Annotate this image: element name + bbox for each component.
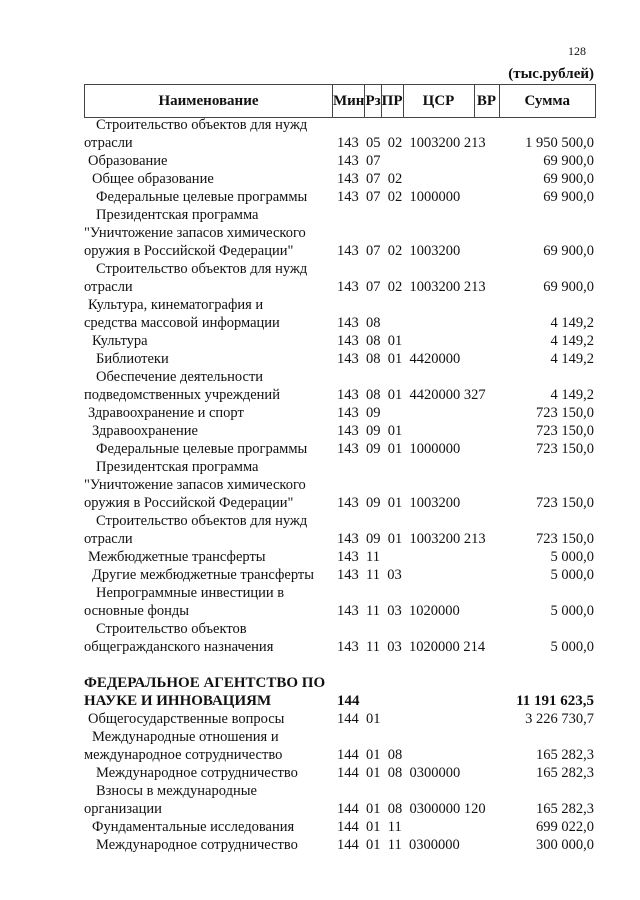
row-sum: 5 000,0 bbox=[550, 549, 594, 565]
row-codes: 144 bbox=[337, 693, 360, 709]
row-name: Здравоохранение и спорт bbox=[88, 405, 244, 421]
table-row bbox=[0, 116, 640, 152]
row-sum: 165 282,3 bbox=[536, 765, 594, 781]
row-name: Другие межбюджетные трансферты bbox=[92, 567, 314, 583]
table-row bbox=[0, 170, 640, 188]
row-name: ФЕДЕРАЛЬНОЕ АГЕНТСТВО ПО bbox=[84, 675, 326, 691]
row-codes: 143 07 02 bbox=[337, 171, 403, 187]
row-codes: 143 11 03 bbox=[337, 567, 402, 583]
row-name: Строительство объектов для нужд bbox=[96, 117, 308, 133]
table-row bbox=[0, 440, 640, 458]
row-name: Президентская программа bbox=[96, 207, 259, 223]
row-sum: 69 900,0 bbox=[543, 171, 594, 187]
table-row bbox=[0, 764, 640, 782]
header-min: Мин bbox=[333, 85, 365, 118]
row-codes: 144 01 11 bbox=[337, 819, 402, 835]
row-sum: 4 149,2 bbox=[550, 333, 594, 349]
row-codes: 144 01 bbox=[337, 711, 381, 727]
row-codes: 143 07 bbox=[337, 153, 381, 169]
row-name: Строительство объектов bbox=[96, 621, 247, 637]
table-row bbox=[0, 818, 640, 836]
row-name: подведомственных учреждений bbox=[84, 387, 280, 403]
units-label: (тыс.рублей) bbox=[508, 66, 594, 82]
table-row bbox=[0, 260, 640, 296]
row-sum: 300 000,0 bbox=[536, 837, 594, 853]
row-codes: 144 01 08 bbox=[337, 747, 403, 763]
row-name: средства массовой информации bbox=[84, 315, 280, 331]
row-name: Культура, кинематография и bbox=[88, 297, 264, 313]
row-sum: 69 900,0 bbox=[543, 189, 594, 205]
row-sum: 5 000,0 bbox=[550, 639, 594, 655]
table-row bbox=[0, 368, 640, 404]
table-row bbox=[0, 458, 640, 512]
row-codes: 143 09 01 1003200 213 bbox=[337, 531, 486, 547]
table-row bbox=[0, 422, 640, 440]
header-pr: ПР bbox=[381, 85, 403, 118]
row-codes: 143 09 01 1003200 bbox=[337, 495, 461, 511]
table-row bbox=[0, 548, 640, 566]
row-codes: 143 08 01 4420000 bbox=[337, 351, 461, 367]
row-codes: 143 11 03 1020000 214 bbox=[337, 639, 486, 655]
table-row bbox=[0, 188, 640, 206]
row-name: отрасли bbox=[84, 531, 133, 547]
row-name: Здравоохранение bbox=[92, 423, 198, 439]
table-row bbox=[0, 656, 640, 710]
row-sum: 165 282,3 bbox=[536, 747, 594, 763]
table-row bbox=[0, 350, 640, 368]
row-name: "Уничтожение запасов химического bbox=[84, 225, 306, 241]
table-row bbox=[0, 296, 640, 332]
header-name: Наименование bbox=[85, 85, 333, 118]
table-row bbox=[0, 206, 640, 260]
row-sum: 4 149,2 bbox=[550, 387, 594, 403]
row-codes: 143 09 01 1000000 bbox=[337, 441, 461, 457]
row-codes: 143 07 02 1003200 bbox=[337, 243, 461, 259]
row-name: Федеральные целевые программы bbox=[96, 189, 308, 205]
row-name: Обеспечение деятельности bbox=[96, 369, 264, 385]
row-codes: 144 01 11 0300000 bbox=[337, 837, 460, 853]
row-name: Международное сотрудничество bbox=[96, 765, 298, 781]
page-number: 128 bbox=[568, 44, 586, 58]
table-row bbox=[0, 512, 640, 548]
row-sum: 723 150,0 bbox=[536, 441, 594, 457]
row-sum: 699 022,0 bbox=[536, 819, 594, 835]
row-sum: 1 950 500,0 bbox=[525, 135, 594, 151]
row-name: Президентская программа bbox=[96, 459, 259, 475]
row-sum: 723 150,0 bbox=[536, 495, 594, 511]
row-name: Общегосударственные вопросы bbox=[88, 711, 285, 727]
row-name: Федеральные целевые программы bbox=[96, 441, 308, 457]
row-name: Непрограммные инвестиции в bbox=[96, 585, 285, 601]
row-codes: 143 07 02 1003200 213 bbox=[337, 279, 486, 295]
row-name: международное сотрудничество bbox=[84, 747, 283, 763]
row-codes: 143 07 02 1000000 bbox=[337, 189, 461, 205]
row-name: отрасли bbox=[84, 135, 133, 151]
row-name: Фундаментальные исследования bbox=[92, 819, 295, 835]
header-sum: Сумма bbox=[499, 85, 596, 118]
row-name: оружия в Российской Федерации" bbox=[84, 495, 294, 511]
row-sum: 11 191 623,5 bbox=[516, 693, 594, 709]
row-name: НАУКЕ И ИННОВАЦИЯМ bbox=[84, 693, 272, 709]
row-sum: 723 150,0 bbox=[536, 531, 594, 547]
row-name: Общее образование bbox=[92, 171, 214, 187]
row-sum: 4 149,2 bbox=[550, 315, 594, 331]
row-name: Культура bbox=[92, 333, 148, 349]
table-row bbox=[0, 332, 640, 350]
row-name: отрасли bbox=[84, 279, 133, 295]
row-name: Международное сотрудничество bbox=[96, 837, 298, 853]
row-codes: 143 08 bbox=[337, 315, 381, 331]
row-name: Взносы в международные bbox=[96, 783, 257, 799]
row-codes: 143 08 01 bbox=[337, 333, 403, 349]
row-name: Строительство объектов для нужд bbox=[96, 513, 308, 529]
row-name: оружия в Российской Федерации" bbox=[84, 243, 294, 259]
table-row bbox=[0, 566, 640, 584]
row-sum: 4 149,2 bbox=[550, 351, 594, 367]
row-name: Образование bbox=[88, 153, 168, 169]
row-name: основные фонды bbox=[84, 603, 189, 619]
table-row bbox=[0, 152, 640, 170]
row-codes: 143 11 bbox=[337, 549, 380, 565]
row-name: Международные отношения и bbox=[92, 729, 279, 745]
table-row bbox=[0, 620, 640, 656]
row-codes: 144 01 08 0300000 bbox=[337, 765, 461, 781]
row-codes: 143 09 bbox=[337, 405, 381, 421]
table-row bbox=[0, 782, 640, 818]
row-name: Межбюджетные трансферты bbox=[88, 549, 266, 565]
row-sum: 69 900,0 bbox=[543, 153, 594, 169]
row-sum: 723 150,0 bbox=[536, 423, 594, 439]
table-row bbox=[0, 710, 640, 728]
row-codes: 143 11 03 1020000 bbox=[337, 603, 460, 619]
row-sum: 165 282,3 bbox=[536, 801, 594, 817]
table-row bbox=[0, 584, 640, 620]
row-sum: 5 000,0 bbox=[550, 567, 594, 583]
row-sum: 5 000,0 bbox=[550, 603, 594, 619]
row-sum: 723 150,0 bbox=[536, 405, 594, 421]
row-sum: 69 900,0 bbox=[543, 243, 594, 259]
row-codes: 143 09 01 bbox=[337, 423, 403, 439]
row-name: Строительство объектов для нужд bbox=[96, 261, 308, 277]
row-name: организации bbox=[84, 801, 162, 817]
row-name: Библиотеки bbox=[96, 351, 169, 367]
row-sum: 3 226 730,7 bbox=[525, 711, 594, 727]
header-rz: Рз bbox=[365, 85, 381, 118]
row-codes: 143 05 02 1003200 213 bbox=[337, 135, 486, 151]
row-codes: 144 01 08 0300000 120 bbox=[337, 801, 486, 817]
table-row bbox=[0, 404, 640, 422]
table-body bbox=[0, 116, 640, 854]
row-codes: 143 08 01 4420000 327 bbox=[337, 387, 486, 403]
row-sum: 69 900,0 bbox=[543, 279, 594, 295]
header-vr: ВР bbox=[474, 85, 499, 118]
table-header bbox=[84, 84, 596, 118]
table-row bbox=[0, 836, 640, 854]
row-name: "Уничтожение запасов химического bbox=[84, 477, 306, 493]
table-row bbox=[0, 728, 640, 764]
row-name: общегражданского назначения bbox=[84, 639, 274, 655]
header-csr: ЦСР bbox=[403, 85, 474, 118]
